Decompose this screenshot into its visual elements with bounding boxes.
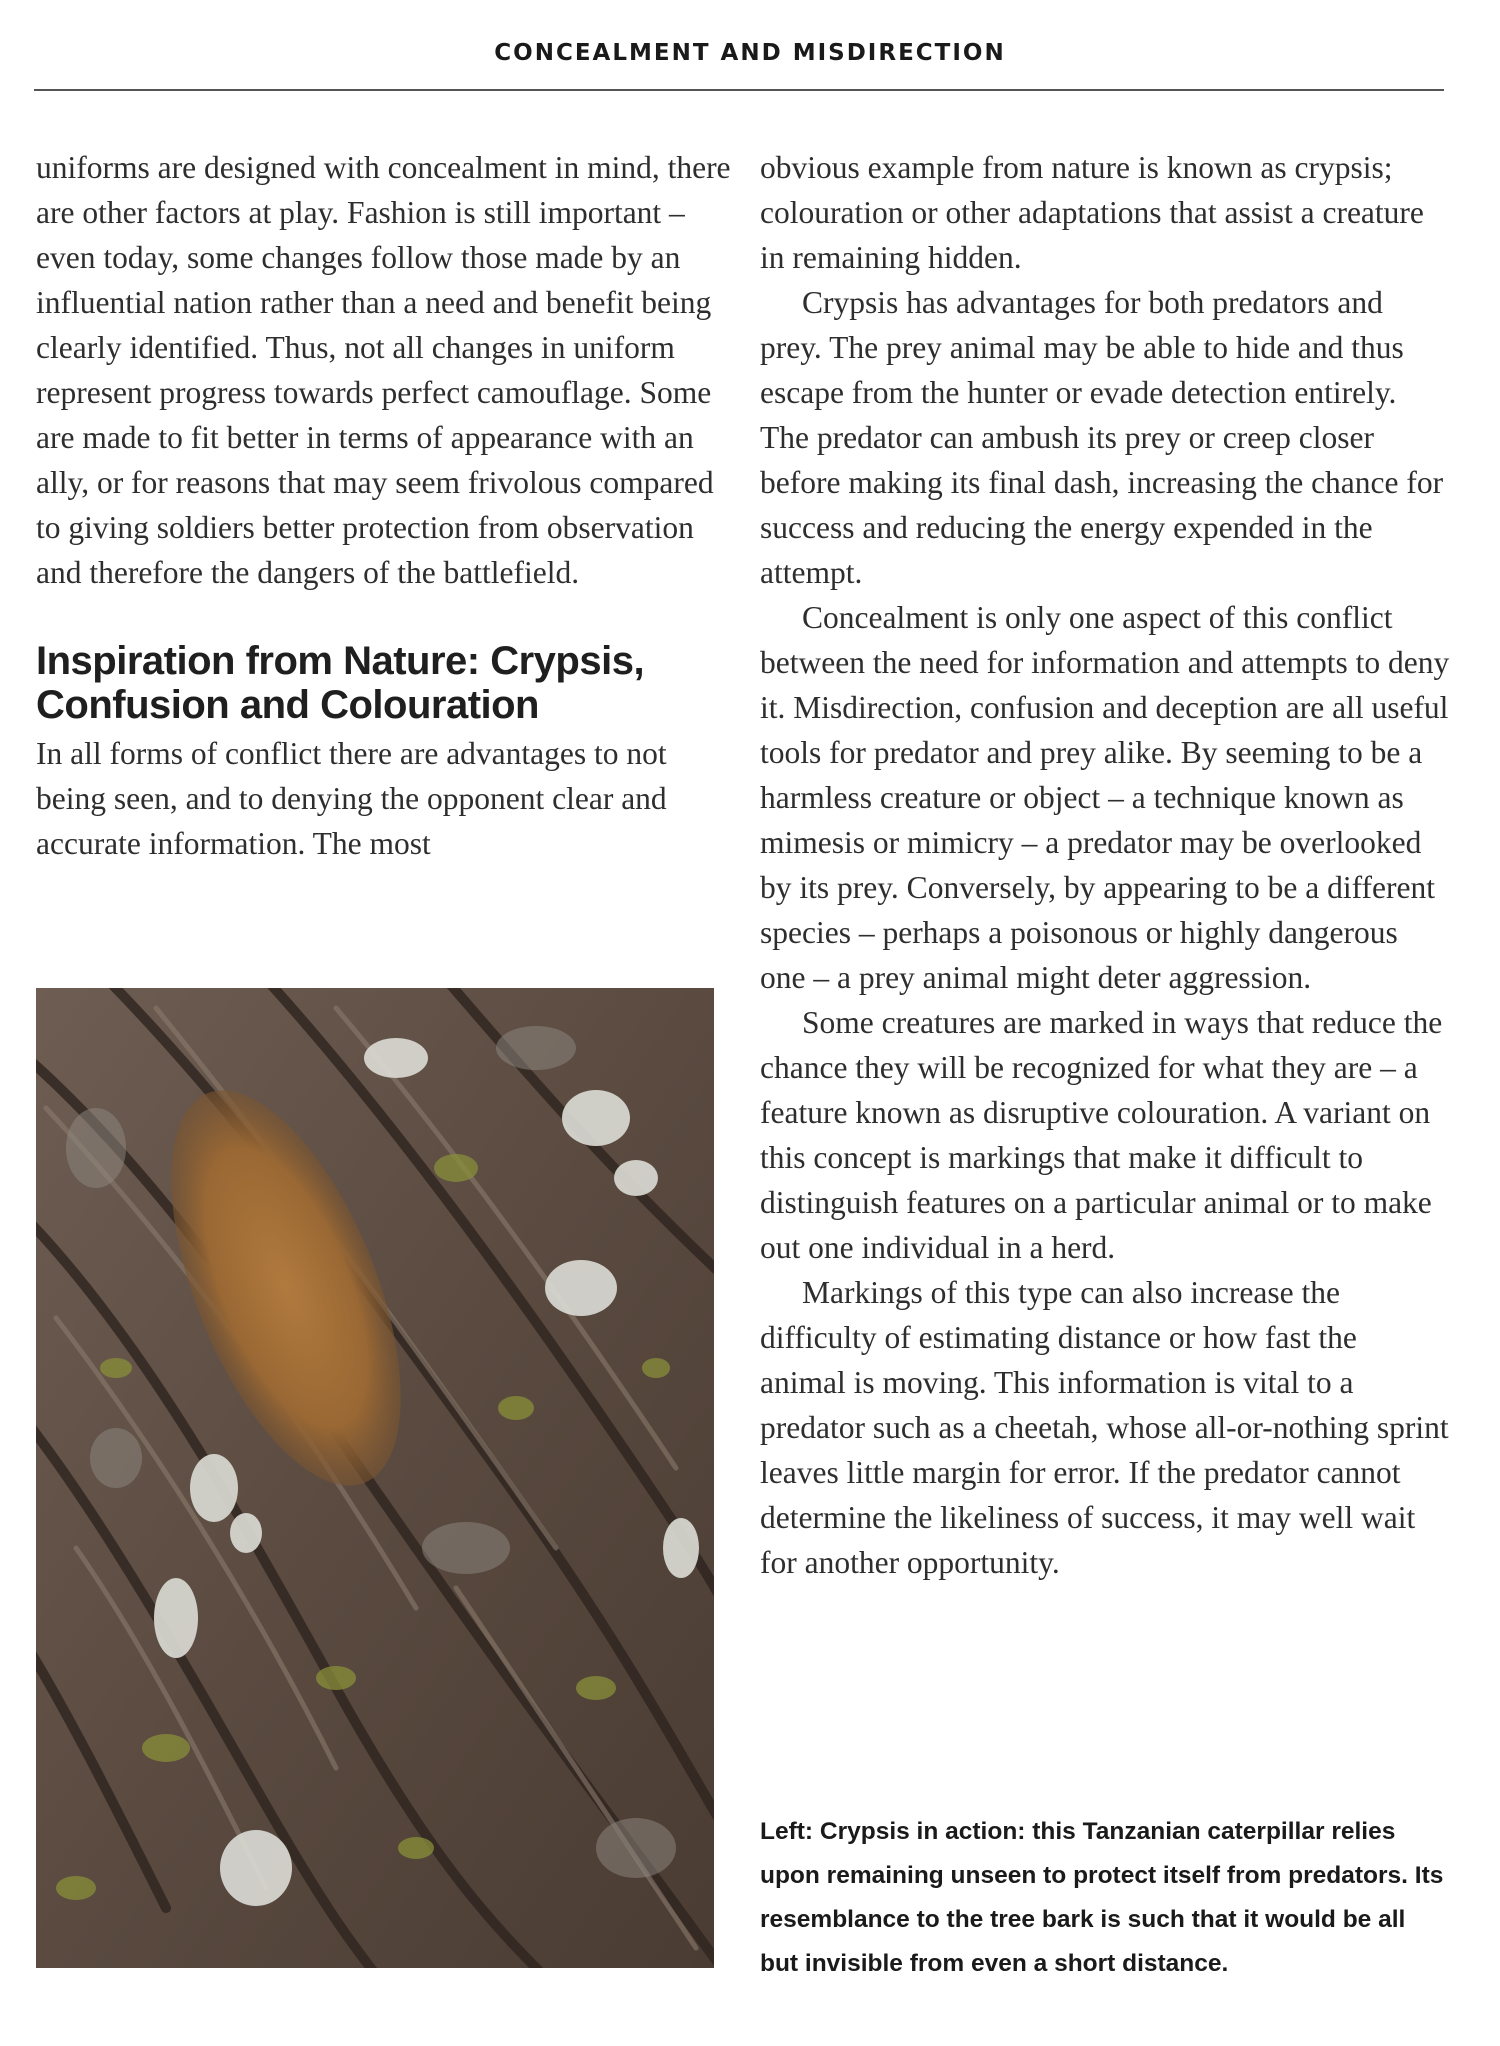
bark-illustration	[36, 988, 714, 1968]
header-rule	[34, 89, 1444, 91]
body-paragraph: uniforms are designed with concealment in mind, there are other factors at play. Fashion is still important – even today, some changes follow those made by an influential nation rather than a need and benefit being clearly identified. Thus, not all changes in uniform represent progress towards perfect camouflage. Some are made to fit better in terms of appearance with an ally, or for reasons that may seem frivolous compared to giving soldiers better protection from observation and therefore the dangers of the battlefield.	[36, 150, 731, 590]
body-paragraph: obvious example from nature is known as crypsis; colouration or other adaptations that assist a creature in remaining hidden.	[760, 150, 1424, 275]
body-paragraph: Crypsis has advantages for both predators and prey. The prey animal may be able to hide and thus escape from the hunter or evade detection entirely. The predator can ambush its prey or creep closer before making its final dash, increasing the chance for success and reducing the energy expended in the attempt.	[760, 285, 1444, 590]
left-column	[36, 145, 736, 866]
body-paragraph: Some creatures are marked in ways that reduce the chance they will be recognized for what they are – a feature known as disruptive colouration. A variant on this concept is markings that make it difficult to distinguish features on a particular animal or to make out one individual in a herd.	[760, 1005, 1443, 1265]
body-paragraph: Concealment is only one aspect of this conflict between the need for information and attempts to deny it. Misdirection, confusion and deception are all useful tools for predator and prey alike. By seeming to be a harmless creature or object – a technique known as mimesis or mimicry – a predator may be overlooked by its prey. Conversely, by appearing to be a different species – perhaps a poisonous or highly dangerous one – a prey animal might deter aggression.	[760, 600, 1450, 995]
body-paragraph: In all forms of conflict there are advantages to not being seen, and to denying the opponent clear and accurate information. The most	[36, 736, 667, 861]
body-paragraph: Markings of this type can also increase the difficulty of estimating distance or how fast the animal is moving. This information is vital to a predator such as a cheetah, whose all-or-nothing sprint leaves little margin for error. If the predator cannot determine the likeliness of success, it may well wait for another opportunity.	[760, 1275, 1449, 1580]
right-column	[760, 145, 1450, 1585]
photo-caption: Left: Crypsis in action: this Tanzanian caterpillar relies upon remaining unseen to protect itself from predators. Its resemblance to the tree bark is such that it would be all but invisible from even a short distance.	[760, 1818, 1444, 1977]
running-head: CONCEALMENT AND MISDIRECTION	[494, 40, 1006, 66]
caterpillar-bark-photo	[36, 988, 714, 1968]
section-heading: Inspiration from Nature: Crypsis, Confusion and Colouration	[36, 639, 645, 727]
